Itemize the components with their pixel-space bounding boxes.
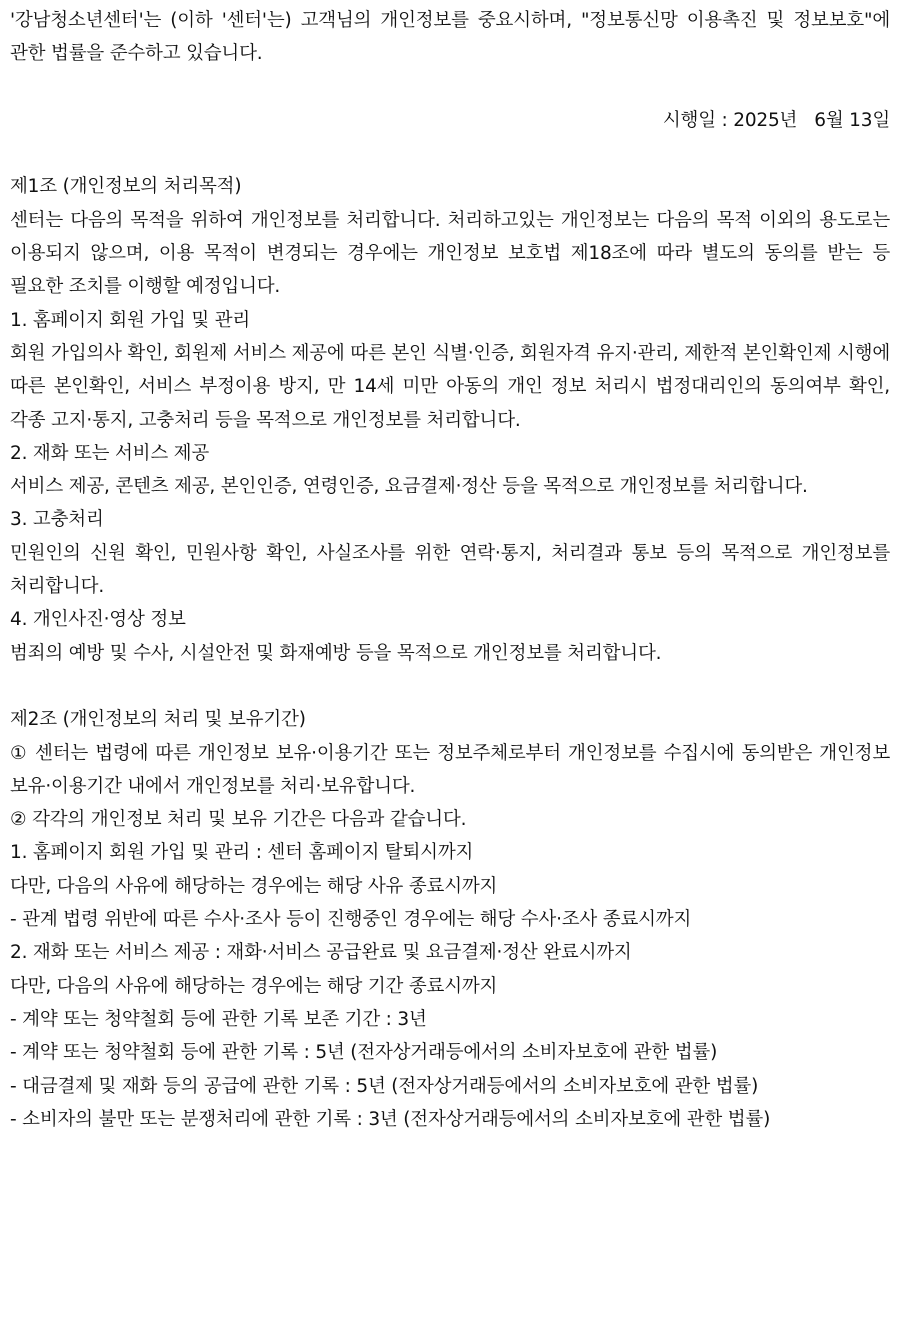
purpose-item-heading: 2. 재화 또는 서비스 제공 — [10, 442, 210, 464]
retention-note: 다만, 다음의 사유에 해당하는 경우에는 해당 사유 종료시까지 — [10, 875, 498, 897]
retention-bullet: - 관계 법령 위반에 따른 수사·조사 등이 진행중인 경우에는 해당 수사·조사 종료시까지 — [10, 909, 692, 931]
purpose-item-text: 민원인의 신원 확인, 민원사항 확인, 사실조사를 위한 연락·통지, 처리결과 통보 등의 목적으로 개인정보를 처리합니다. — [10, 542, 890, 598]
purpose-item-text: 회원 가입의사 확인, 회원제 서비스 제공에 따른 본인 식별·인증, 회원자격 유지·관리, 제한적 본인확인제 시행에 따른 본인확인, 서비스 부정이용 방지, 만 14세 미만 아동의 개인 정보 처리시 법정대리인의 동의여부 확인, 각종 고지·통지, 고충처리 등을 목적으로 개인정보를 처리합니다. — [10, 342, 890, 431]
spacer — [10, 71, 890, 104]
retention-clause-1: ① 센터는 법령에 따른 개인정보 보유·이용기간 또는 정보주체로부터 개인정보를 수집시에 동의받은 개인정보 보유·이용기간 내에서 개인정보를 처리·보유합니다. — [10, 742, 890, 797]
privacy-policy-document — [10, 4, 890, 1136]
article-1-title: 제1조 (개인정보의 처리목적) — [10, 176, 242, 198]
purpose-item-text: 서비스 제공, 콘텐츠 제공, 본인인증, 연령인증, 요금결제·정산 등을 목적으로 개인정보를 처리합니다. — [10, 476, 808, 498]
intro-paragraph: '강남청소년센터'는 (이하 '센터'는) 고객님의 개인정보를 중요시하며, "정보통신망 이용촉진 및 정보보호"에 관한 법률을 준수하고 있습니다. — [10, 10, 890, 65]
retention-bullet: - 계약 또는 청약철회 등에 관한 기록 : 5년 (전자상거래등에서의 소비자보호에 관한 법률) — [10, 1042, 718, 1064]
purpose-item-heading: 4. 개인사진·영상 정보 — [10, 609, 186, 631]
spacer — [10, 137, 890, 170]
purpose-item-heading: 1. 홈페이지 회원 가입 및 관리 — [10, 309, 251, 331]
retention-bullet: - 계약 또는 청약철회 등에 관한 기록 보존 기간 : 3년 — [10, 1008, 427, 1030]
retention-item-heading: 1. 홈페이지 회원 가입 및 관리 : 센터 홈페이지 탈퇴시까지 — [10, 842, 474, 864]
purpose-item-text: 범죄의 예방 및 수사, 시설안전 및 화재예방 등을 목적으로 개인정보를 처리합니다. — [10, 642, 662, 664]
article-2 — [10, 703, 890, 1136]
retention-bullet: - 소비자의 불만 또는 분쟁처리에 관한 기록 : 3년 (전자상거래등에서의 소비자보호에 관한 법률) — [10, 1108, 771, 1130]
retention-note: 다만, 다음의 사유에 해당하는 경우에는 해당 기간 종료시까지 — [10, 975, 498, 997]
article-1-body: 센터는 다음의 목적을 위하여 개인정보를 처리합니다. 처리하고있는 개인정보는 다음의 목적 이외의 용도로는 이용되지 않으며, 이용 목적이 변경되는 경우에는 개인정보 보호법 제18조에 따라 별도의 동의를 받는 등 필요한 조치를 이행할 예정입니다. — [10, 209, 890, 298]
retention-item-heading: 2. 재화 또는 서비스 제공 : 재화·서비스 공급완료 및 요금결제·정산 완료시까지 — [10, 942, 632, 964]
article-2-title: 제2조 (개인정보의 처리 및 보유기간) — [10, 709, 306, 731]
effective-date: 시행일 : 2025년 6월 13일 — [662, 109, 890, 131]
purpose-item-heading: 3. 고충처리 — [10, 509, 104, 531]
spacer — [10, 670, 890, 703]
article-1 — [10, 170, 890, 669]
retention-bullet: - 대금결제 및 재화 등의 공급에 관한 기록 : 5년 (전자상거래등에서의 소비자보호에 관한 법률) — [10, 1075, 759, 1097]
retention-clause-2: ② 각각의 개인정보 처리 및 보유 기간은 다음과 같습니다. — [10, 809, 467, 831]
